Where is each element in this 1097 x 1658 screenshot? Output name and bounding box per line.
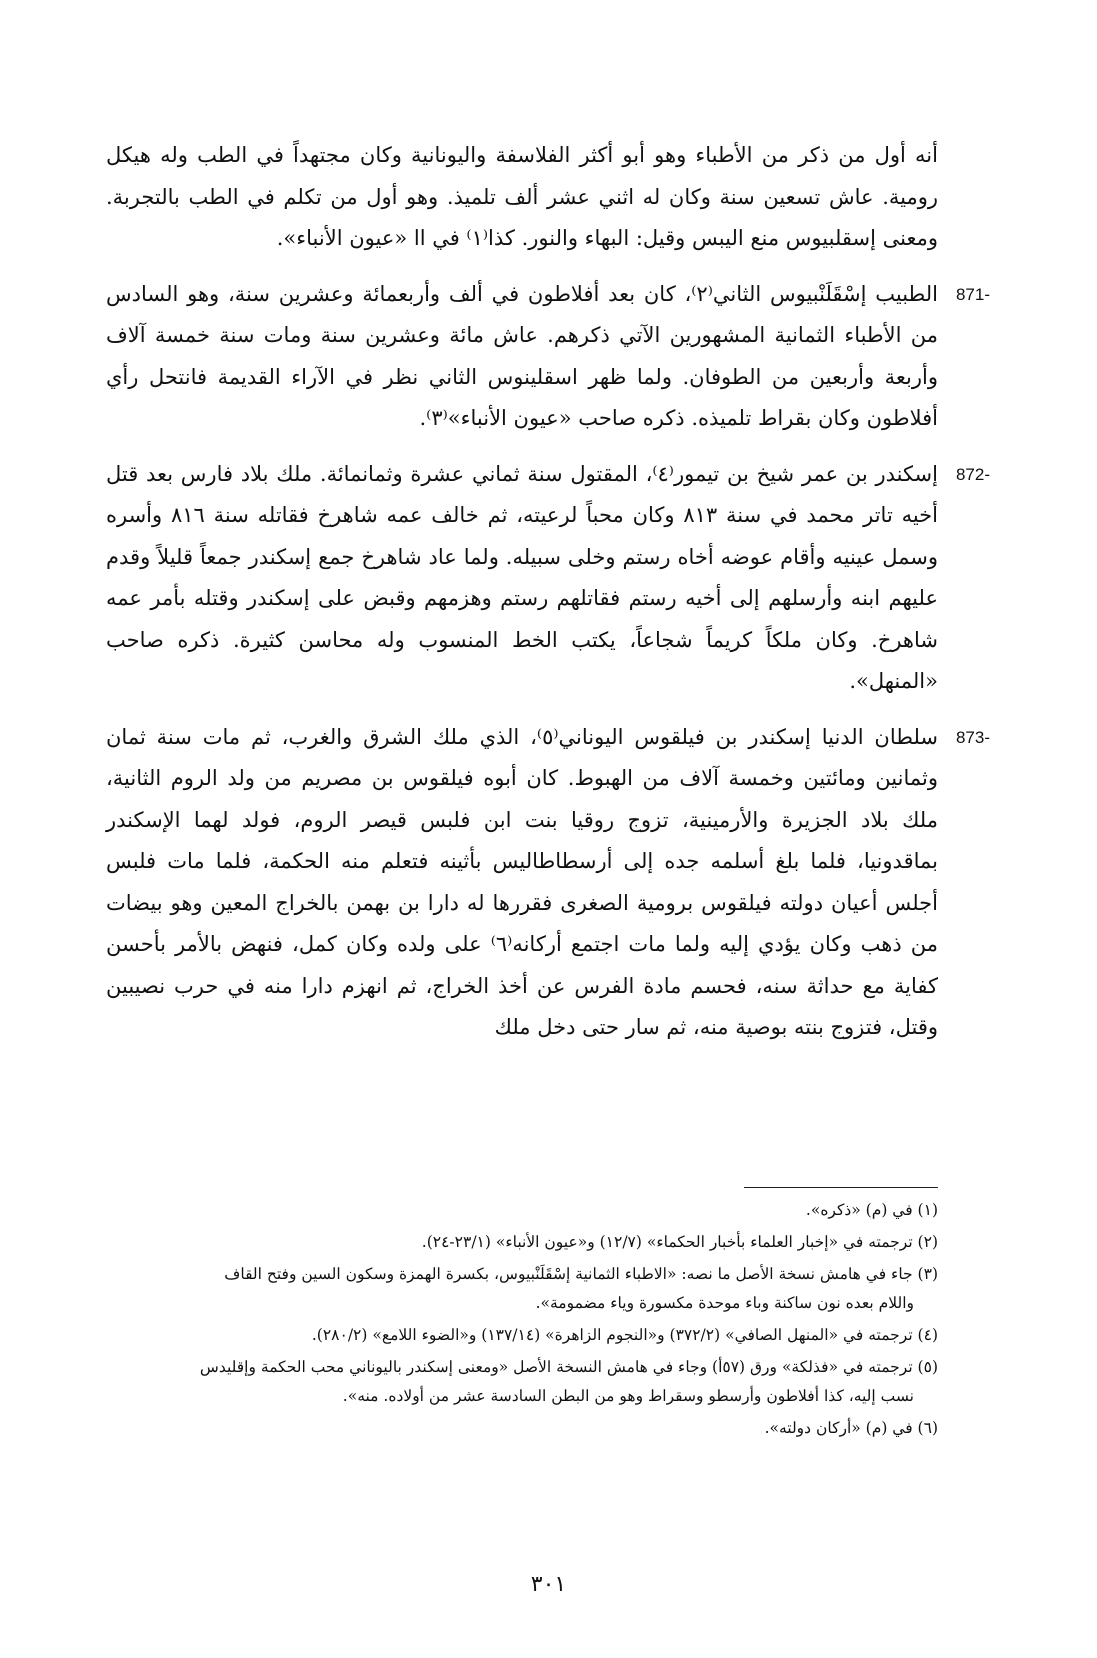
page-number: ٣٠١ — [530, 1572, 567, 1597]
entry-number: 871- — [955, 284, 990, 304]
footnote-4: (٤) ترجمته في «المنهل الصافي» (٣٧٢/٢) و«النجوم الزاهرة» (١٣٧/١٤) و«الضوء اللامع» (٢٨٠/٢). — [311, 1326, 938, 1344]
footnotes — [90, 1196, 938, 1446]
footnote-3: (٣) جاء في هامش نسخة الأصل ما نصه: «الاطباء الثمانية إسْقَلَنْبيوس، بكسرة الهمزة وسكون السين وفتح القاف واللام بعده نون ساكنة وباء موحدة مكسورة وياء مضمومة». — [224, 1265, 938, 1312]
entry-872 — [106, 454, 990, 703]
entry-text: سلطان الدنيا إسكندر بن فيلقوس اليوناني⁽٥⁾، الذي ملك الشرق والغرب، ثم مات سنة ثمان وثمانين ومائتين وخمسة آلاف من الهبوط. كان أبوه فيلقوس بن مصريم من ولد الروم الثانية، ملك بلاد الجزيرة والأرمينية، تزوج روقيا بنت ابن فلبس قيصر الروم، فولد لهما الإسكندر بماقدونيا، فلما بلغ أسلمه جده إلى أرسطاطاليس بأثينه فتعلم منه الحكمة، فلما مات فلبس أجلس أعيان دولته فيلقوس برومية الصغرى فقررها له دارا بن بهمن بالخراج المعين وهو بيضات من ذهب وكان يؤدي إليه ولما مات اجتمع أركانه⁽٦⁾ على ولده وكان كمل، فنهض بالأمر بأحسن كفاية مع حداثة سنه، فحسم مادة الفرس عن أخذ الخراج، ثم انهزم دارا منه في حرب نصيبين وقتل، فتزوج بنته بوصية منه، ثم سار حتى دخل ملك — [106, 724, 938, 1039]
entry-text: إسكندر بن عمر شيخ بن تيمور⁽٤⁾، المقتول سنة ثماني عشرة وثمانمائة. ملك بلاد فارس بعد قتل أخيه تاتر محمد في سنة ٨١٣ وكان محباً لرعيته، ثم خالف عمه شاهرخ فقاتله سنة ٨١٦ وأسره وسمل عينيه وأقام عوضه أخاه رستم وخلى سبيله. ولما عاد شاهرخ جمع إسكندر جمعاً قليلاً وقدم عليهم ابنه وأرسلهم إلى أخيه رستم فقاتلهم رستم وهزمهم وقبض على إسكندر وقتله بأمر عمه شاهرخ. وكان ملكاً كريماً شجاعاً، يكتب الخط المنسوب وله محاسن كثيرة. ذكره صاحب «المنهل». — [106, 461, 939, 693]
footnote-1: (١) في (م) «ذكره». — [805, 1201, 938, 1219]
entry-873 — [106, 717, 990, 1049]
entry-number: 873- — [955, 727, 990, 747]
entry-text: الطبيب إسْقَلَنْبيوس الثاني⁽٢⁾، كان بعد أفلاطون في ألف وأربعمائة وعشرين سنة، وهو السادس من الأطباء الثمانية المشهورين الآتي ذكرهم. عاش مائة وعشرين سنة ومات سنة خمسة آلاف وأربعة وأربعين من الطوفان. ولما ظهر اسقلينوس الثاني نظر في الآراء القديمة فانتحل رأي أفلاطون وكان بقراط تلميذه. ذكره صاحب «عيون الأنباء»⁽٣⁾. — [106, 281, 938, 430]
footnote-6: (٦) في (م) «أركان دولته». — [764, 1419, 938, 1437]
footnote-5: (٥) ترجمته في «فذلكة» ورق (٥٧أ) وجاء في هامش النسخة الأصل «ومعنى إسكندر باليوناني محب الحكمة وإقليدس نسب إليه، كذا أفلاطون وأرسطو وسقراط وهو من البطن السادسة عشر من أولاده. منه». — [199, 1358, 938, 1405]
entry-871 — [106, 274, 990, 440]
footnote-divider — [744, 1187, 938, 1188]
footnote-2: (٢) ترجمته في «إخبار العلماء بأخبار الحكماء» (١٢/٧) و«عيون الأنباء» (٢٣/١-٢٤). — [421, 1233, 938, 1251]
entry-number: 872- — [955, 464, 990, 484]
intro-paragraph: أنه أول من ذكر من الأطباء وهو أبو أكثر الفلاسفة واليونانية وكان مجتهداً في الطب وله هيكل رومية. عاش تسعين سنة وكان له اثني عشر ألف تلميذ. وهو أول من تكلم في الطب بالتجربة. ومعنى إسقلبيوس منع اليبس وقيل: البهاء والنور. كذا⁽١⁾ في اا «عيون الأنباء». — [106, 143, 938, 250]
main-text — [106, 135, 990, 1063]
